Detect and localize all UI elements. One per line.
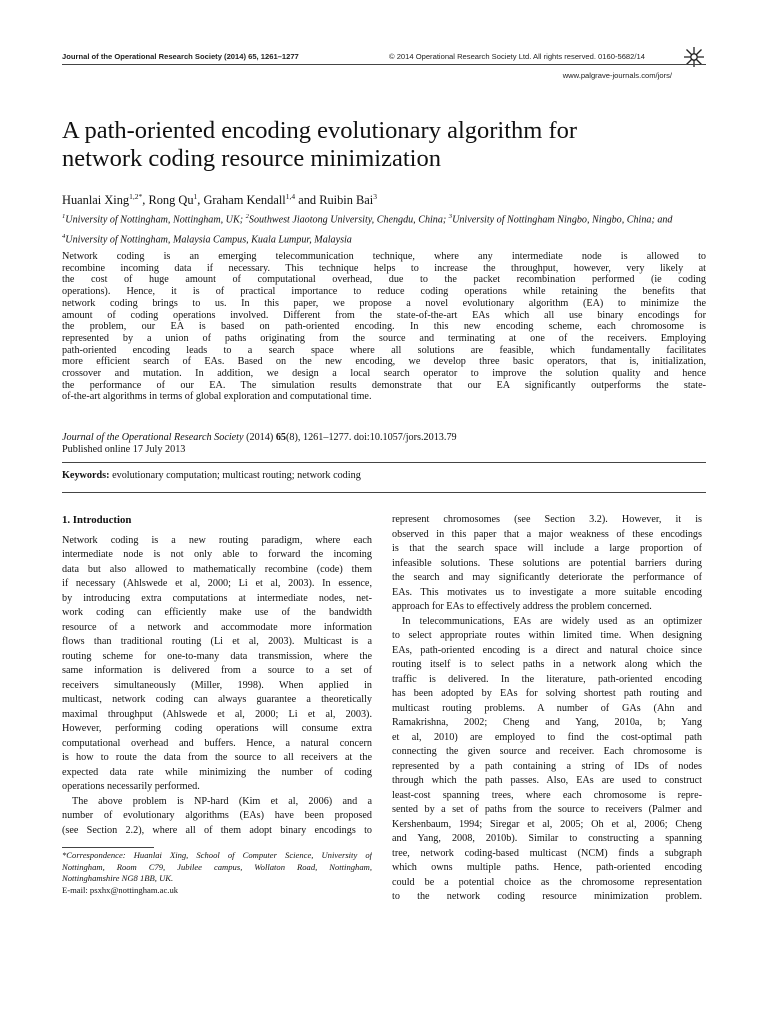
body-line: In telecommunications, EAs are widely used as an optimizer: [402, 615, 702, 627]
body-column-right: [392, 513, 702, 905]
keywords-top-rule: [62, 462, 706, 463]
body-line: flows than traditional routing (Li et al, 2003). Multicast is a: [62, 636, 372, 647]
body-line: (see Section 2.2), where all of them adopt binary encodings to: [62, 824, 372, 836]
affiliations: [62, 209, 682, 249]
author-affiliation-marker: 1,4: [285, 192, 296, 201]
body-line: least-cost spanning trees, where each chromosome is repre-: [392, 789, 702, 801]
keywords: [62, 470, 361, 481]
affiliation-text: Southwest Jiaotong University, Chengdu, China;: [248, 214, 449, 226]
abstract-line: the problem, our EA is based on path-oriented encoding. In this new encoding scheme, each chromosome is: [62, 321, 706, 333]
author-name: Ruibin Bai: [319, 193, 374, 208]
body-line: same information is delivered from a source to a set of: [62, 665, 372, 676]
body-line: which owns multiple paths. Hence, path-oriented encoding: [392, 862, 702, 873]
citation-journal: Journal of the Operational Research Society: [62, 432, 244, 443]
abstract-line: represented by a union of paths originating from the source and terminating at one of the receivers. Employing: [62, 332, 706, 344]
body-line: if necessary (Ahlswede et al, 2000; Li et al, 2003). In essence,: [62, 578, 372, 589]
correspondence-footnote: [62, 850, 372, 896]
keywords-bottom-rule: [62, 492, 706, 493]
author-affiliation-marker: 1,2*: [129, 192, 143, 201]
body-line: EAs, path-oriented encoding is a direct and natural choice since: [392, 644, 702, 656]
body-line: routing scheme for one-to-many data transmission, where the: [62, 650, 372, 662]
article-citation: [62, 432, 706, 444]
journal-url-link[interactable]: www.palgrave-journals.com/jors/: [562, 71, 672, 80]
body-line: represented by a path containing a string of IDs of nodes: [392, 760, 702, 772]
paper-title: [62, 117, 682, 173]
affiliation-text: University of Nottingham, Nottingham, UK;: [65, 214, 246, 226]
affiliation-text: University of Nottingham, Malaysia Campus, Kuala Lumpur, Malaysia: [65, 234, 352, 246]
affiliation-marker: 2: [245, 213, 249, 220]
body-line: Ramakrishna, 2002; Cheng and Yang, 2010a, b; Yang: [392, 717, 702, 728]
body-line: Network coding is a new routing paradigm, where each: [62, 534, 372, 546]
journal-citation-text: Journal of the Operational Research Society (2014) 65, 1261–1277: [62, 52, 299, 61]
body-line: data but also allowed to mathematically recombine (code) them: [62, 563, 372, 575]
body-line: However, performing coding operations will consume extra: [62, 723, 372, 734]
author-name: Graham Kendall: [203, 193, 286, 208]
abstract-line: more efficient search of EAs. Based on the new encoding, we develop three basic operators, that is, initialization,: [62, 356, 706, 368]
affiliation-text: University of Nottingham Ningbo, Ningbo, China; and: [452, 214, 673, 226]
affiliation-marker: 4: [62, 232, 66, 240]
body-line: to select appropriate routes within limited time. When designing: [392, 630, 702, 641]
header-rule: [62, 64, 706, 65]
footnote-email[interactable]: E-mail: psxhx@nottingham.ac.uk: [62, 884, 179, 895]
body-line: routing itself is to select paths in a network along which the: [392, 659, 702, 670]
body-line: by introducing extra computations at intermediate nodes, net-: [62, 592, 372, 604]
body-line: receivers simultaneously (Miller, 1998). When applied in: [62, 679, 372, 691]
affiliation-marker: 3: [448, 213, 453, 220]
footnote-text: Nottingham, Room C79, Jubilee campus, Wollaton Road, Nottingham,: [62, 861, 372, 872]
abstract: [62, 251, 706, 403]
body-line: tree, network coding-based multicast (NCM) finds a subgraph: [392, 847, 702, 859]
footnote-line: [62, 862, 372, 874]
footnote-label: *Correspondence:: [62, 850, 134, 860]
body-line: sented by a set of paths from the source to receivers (Palmer and: [392, 804, 702, 815]
author-list: Huanlai Xing$^{1,2*}$, Rong Qu$^1$, Graham Kendall$^{1,4}$ and Ruibin Bai$^3$: [62, 192, 377, 208]
abstract-line: network coding brings to us. In this paper, we propose a novel evolutionary algorithm (EA) to minimize the: [62, 297, 706, 309]
body-line: The above problem is NP-hard (Kim et al, 2006) and a: [72, 795, 372, 807]
copyright-notice: © 2014 Operational Research Society Ltd. All rights reserved. 0160-5682/14: [389, 52, 645, 61]
keywords-label: Keywords:: [62, 470, 110, 481]
keywords-text: evolutionary computation; multicast routing; network coding: [109, 470, 361, 481]
body-line: EAs. This motivates us to investigate a more suitable encoding: [392, 586, 702, 598]
footnote-line: [62, 850, 372, 862]
title-line-2: network coding resource minimization: [62, 145, 441, 172]
abstract-line: crossover and mutation. In addition, we design a local search operator to improve the solution quality and hence: [62, 368, 706, 380]
author-name: Huanlai Xing: [62, 193, 130, 208]
citation-pages-doi: (8), 1261–1277. doi:10.1057/jors.2013.79: [286, 432, 457, 443]
body-line: intermediate node is not only able to forward the incoming: [62, 549, 372, 560]
body-line: has been adopted by EAs for solving shortest path routing and: [392, 688, 702, 699]
body-line: work coding can efficiently make use of the bandwidth: [62, 607, 372, 618]
body-line: operations necessarily performed.: [62, 781, 200, 792]
body-line: approach for EAs to effectively address the problem concerned.: [392, 601, 652, 612]
body-line: multicast routing problems. A number of GAs (Ahn and: [392, 702, 702, 714]
body-line: infeasible solutions. These solutions are potential barriers during: [392, 557, 702, 569]
abstract-line: the cost of huge amount of computational overhead, due to the packet recombination performed (ie coding: [62, 274, 706, 286]
abstract-line: Network coding is an emerging telecommunication technique, where any intermediate node is allowed to: [62, 251, 706, 262]
footnote-text: Huanlai Xing, School of Computer Science, University of: [133, 850, 372, 860]
citation-year: (2014): [243, 432, 276, 443]
footnote-rule: [62, 847, 154, 848]
abstract-line: path-oriented encoding leads to a search space where all solutions are feasible, which fundamentally facilitates: [62, 344, 706, 356]
published-date: Published online 17 July 2013: [62, 444, 186, 455]
body-line: to the network coding resource minimization problem.: [392, 891, 702, 902]
citation-volume: 65: [275, 432, 286, 443]
body-line: connecting the given source and receiver. Each chromosome is: [392, 746, 702, 757]
author-affiliation-marker: 3: [373, 192, 377, 201]
body-line: is how to route the data from the source to all receivers at the: [62, 752, 372, 763]
body-line: resource of a network and accommodate more information: [62, 621, 372, 633]
body-line: could be a potential choice as the chromosome representation: [392, 876, 702, 888]
body-line: represent chromosomes (see Section 3.2). However, it is: [392, 514, 702, 525]
affiliation-marker: 1: [62, 213, 66, 220]
author-affiliation-marker: 1: [193, 192, 198, 201]
abstract-line: of-the-art algorithms in terms of global exploration and computational time.: [62, 391, 372, 403]
title-line-1: A path-oriented encoding evolutionary algorithm for: [62, 117, 578, 144]
body-line: Kershenbaum, 1994; Siregar et al, 2005; Oh et al, 2006; Cheng: [392, 818, 702, 830]
journal-citation-header: [62, 52, 299, 61]
footnote-line: [62, 873, 372, 885]
body-column-left: [62, 513, 372, 838]
body-line: computational overhead and buffers. Hence, a natural concern: [62, 737, 372, 749]
footnote-text: Nottinghamshire NG8 1BB, UK.: [62, 873, 174, 884]
body-line: multicast, network coding can always guarantee a theoretically: [62, 694, 372, 705]
section-heading: 1. Introduction: [62, 514, 132, 526]
body-line: expected data rate while minimizing the number of coding: [62, 766, 372, 778]
body-line: number of evolutionary algorithms (EAs) have been proposed: [62, 810, 372, 821]
body-line: and Yang, 2008, 2010b). Similar to constructing a spanning: [392, 833, 702, 844]
abstract-line: the performance of our EA. The simulation results demonstrate that our EA significantly outperforms the state-: [62, 379, 706, 391]
body-line: through which the path passes. Also, EAs are used to construct: [392, 775, 702, 786]
abstract-line: recombine incoming data if necessary. This technique helps to increase the throughput, however, very likely at: [62, 262, 706, 274]
author-name: Rong Qu: [148, 193, 194, 208]
abstract-line: amount of coding operations involved. Different from the state-of-the-art EAs which all use binary encodings for: [62, 309, 706, 321]
body-line: maximal throughput (Ahlswede et al, 2000; Li et al, 2003).: [62, 708, 372, 720]
body-line: observed in this paper that a major weakness of these encodings: [392, 528, 702, 540]
body-line: et al, 2010) are employed to find the cost-optimal path: [392, 731, 702, 743]
body-line: is that the search space will include a large proportion of: [392, 543, 702, 554]
body-line: the search and may significantly deteriorate the performance of: [392, 572, 702, 583]
body-line: traffic is delivered. In the literature, path-oriented encoding: [392, 673, 702, 685]
abstract-line: operations). Hence, it is of practical importance to reduce coding operations while retaining the benefits that: [62, 286, 706, 298]
